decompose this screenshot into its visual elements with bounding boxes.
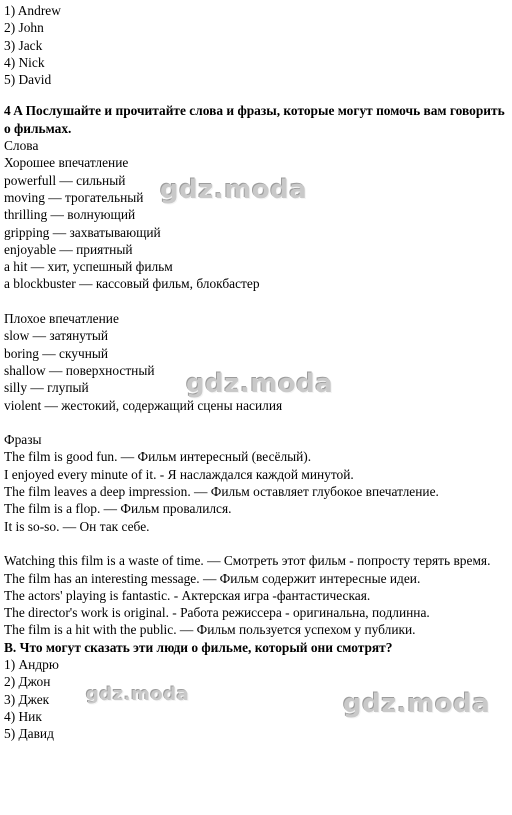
list-item: 3) Джек xyxy=(4,691,50,707)
list-item: powerfull — сильный xyxy=(4,172,126,188)
list-item: moving — трогательный xyxy=(4,189,144,205)
names-en-list xyxy=(4,2,508,88)
list-item: The actors' playing is fantastic. - Актерская игра -фантастическая. xyxy=(4,587,371,603)
phrases-label: Фразы xyxy=(4,432,42,448)
list-item: The film is a flop. — Фильм провалился. xyxy=(4,501,232,517)
list-item: 4) Nick xyxy=(4,54,45,70)
list-item: Watching this film is a waste of time. — Смотреть этот фильм - попросту терять время. xyxy=(4,553,491,569)
list-item: 2) Джон xyxy=(4,674,51,690)
list-item: The film is good fun. — Фильм интересный (весёлый). xyxy=(4,449,312,465)
list-item: 4) Ник xyxy=(4,708,42,724)
words-label: Слова xyxy=(4,138,39,154)
list-item: It is so-so. — Он так себе. xyxy=(4,518,150,534)
list-item: The director's work is original. - Работа режиссера - оригинальна, подлинна. xyxy=(4,605,430,621)
list-item: gripping — захватывающий xyxy=(4,224,161,240)
watermark: gdz.moda xyxy=(343,689,491,719)
watermark: gdz.moda xyxy=(160,175,308,205)
list-item: violent — жестокий, содержащий сцены насилия xyxy=(4,397,283,413)
task-a-heading: 4 A Послушайте и прочитайте слова и фразы, которые могут помочь вам говорить о фильмах. xyxy=(4,103,505,136)
list-item: 1) Andrew xyxy=(4,3,61,18)
list-item: The film is a hit with the public. — Фильм пользуется успехом у публики. xyxy=(4,622,416,638)
names-ru-list xyxy=(4,656,508,742)
list-item: The film has an interesting message. — Фильм содержит интересные идеи. xyxy=(4,570,421,586)
phrases-list xyxy=(4,448,508,534)
list-item: enjoyable — приятный xyxy=(4,241,133,257)
list-item: thrilling — волнующий xyxy=(4,207,136,223)
list-item: silly — глупый xyxy=(4,380,89,396)
list-item: 5) Давид xyxy=(4,726,54,742)
good-impression-title: Хорошее впечатление xyxy=(4,155,129,171)
list-item: slow — затянутый xyxy=(4,328,108,344)
watermark: gdz.moda xyxy=(86,684,190,705)
list-item: a blockbuster — кассовый фильм, блокбастер xyxy=(4,276,260,292)
document xyxy=(4,2,508,742)
list-item: shallow — поверхностный xyxy=(4,362,155,378)
phrases-list-2 xyxy=(4,552,508,638)
bad-impression-title: Плохое впечатление xyxy=(4,311,119,327)
bad-words-list xyxy=(4,327,508,413)
list-item: 5) David xyxy=(4,72,52,88)
watermark: gdz.moda xyxy=(186,369,334,399)
good-words-list xyxy=(4,172,508,293)
list-item: 3) Jack xyxy=(4,37,43,53)
list-item: 2) John xyxy=(4,20,44,36)
list-item: I enjoyed every minute of it. - Я наслаждался каждой минутой. xyxy=(4,466,354,482)
task-b-heading: B. Что могут сказать эти люди о фильме, который они смотрят? xyxy=(4,639,393,655)
list-item: boring — скучный xyxy=(4,345,109,361)
list-item: The film leaves a deep impression. — Фильм оставляет глубокое впечатление. xyxy=(4,484,439,500)
list-item: a hit — хит, успешный фильм xyxy=(4,259,173,275)
list-item: 1) Андрю xyxy=(4,656,59,672)
